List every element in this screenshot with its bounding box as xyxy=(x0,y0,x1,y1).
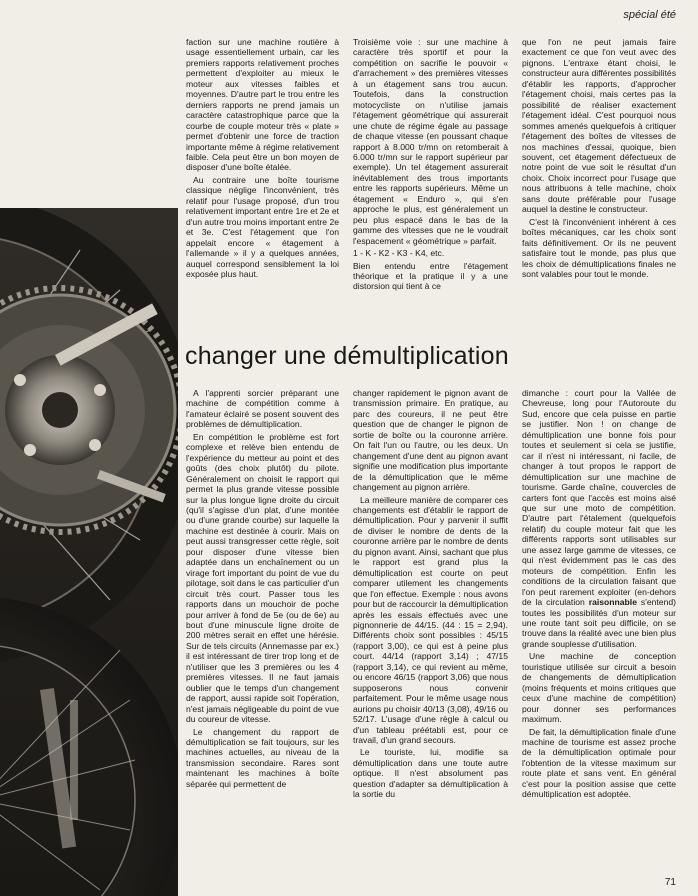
paragraph xyxy=(522,388,676,649)
page-number: 71 xyxy=(664,877,676,888)
lower-column-3 xyxy=(522,388,676,883)
lower-column-2 xyxy=(353,388,508,883)
paragraph: La meilleure manière de comparer ces changements est d'établir le rapport de démultiplication. Pour y parvenir il suffit de diviser le nombre de dents de la couronne arrière par le nombre de dents du pignon avant. Ainsi, sachant que plus le rapport est grand plus la démultiplication est courte on peut comparer utilement les changements que l'on effectue. Exemple : nous avons pour but de raccourcir la démultiplication après les essais effectués avec une pignonnerie de 44/15. (44 : 15 = 2,94). Différents choix sont possibles : 45/15 (rapport 3,00), ce qui est à peine plus court. 44/14 (rapport 3,14) ; 47/15 (rapport 3,14), ce qui revient au même, ou encore 46/15 (rapport 3,06) que nous supposerons nous convenir parfaitement. Pour le même usage nous aurions pu choisir 40/13 (3,08), 49/16 ou 52/17. L'usage d'une règle à calcul ou d'un tableau préétabli est, pour ce travail, d'un grand secours. xyxy=(353,494,508,745)
paragraph: Au contraire une boîte tourisme classique néglige l'inconvénient, très relatif pour l'usage proposé, d'un trou relativement important entre 1re et 2e et d'un autre trou moins important entre 2e et 3e. C'est l'étagement que l'on appelait encore « étagement à l'allemande » il y a quelques années, auquel correspond sensiblement la loi exposée plus haut. xyxy=(186,174,339,279)
paragraph-text: dimanche : court pour la Vallée de Chevreuse, long pour l'Autoroute du Sud, encore que cela puisse en partie se justifier. Non ! on change de démultiplication une bonne fois pour toutes et seulement si cela se justifie, car il n'est ni intéressant, ni facile, de changer à tout propos le rapport de démultiplication sur une machine de tourisme. Garde chaîne, couvercles de carters font que l'accès est moins aisé que sur une moto de compétition. D'autre part l'étalement (quelquefois relatif) du couple moteur fait que les différents rapports sont utilisables sur une assez large gamme de vitesses, ce qui n'est évidemment pas le cas des moteurs de compétition. Enfin les conditions de la circulation faisant que l'on peut rarement exploiter (en-dehors de la circulation xyxy=(522,388,676,608)
section-header: spécial été xyxy=(623,9,676,21)
upper-column-1 xyxy=(186,37,339,337)
paragraph: En compétition le problème est fort complexe et relève bien entendu de l'expérience du metteur au point et des goûts (des choix plutôt) du pilote. Généralement on choisit le rapport qui permet la plus grande vitesse possible sur la plus longue ligne droite du circuit (qu'il s'agisse d'un plat, d'une montée ou d'une grande courbe) sur laquelle la machine est destinée à courir. Mais on peut aussi transgresser cette règle, soit pour disposer d'une vitesse bien adaptée dans un enchaînement ou un virage fort important du point de vue du pilotage, soit dans le cas particulier d'un circuit très court. Passer tous les rapports dans un mouchoir de poche pour arriver à fond de 5e (ou de 6e) au bout d'une minuscule ligne droite de 200 mètres serait en effet une hérésie. Sur de tels circuits (Annemasse par ex.) il est intéressant de tirer trop long et de n'utiliser que les 3 premières ou les 4 premières vitesses. Il ne faut jamais oublier que le temps d'un changement de rapport, aussi rapide soit l'opération, n'est jamais négligeable du point de vue du coureur de vitesse. xyxy=(186,431,339,725)
paragraph: Troisième voie : sur une machine à caractère très sportif et pour la compétition on sacrifie le pouvoir « d'arrachement » des premières vitesses à un étagement sans trou aucun. Toutefois, dans la construction motocycliste on n'utilise jamais l'étagement géométrique qui assurerait une chute de régime égale au passage de chaque vitesse (en poussant chaque rapport à 8.000 tr/mn on retomberait à 6.000 tr/mn sur le rapport supérieur par exemple). Un tel étagement assurerait inévitablement des trous importants entre les rapports supérieurs. Même un étagement « Enduro », qui s'en approche le plus, est généralement un peu plus espacé dans le bas de la gamme des vitesses que ne le voudrait l'espacement « géométrique » parfait. xyxy=(353,37,508,246)
upper-column-2 xyxy=(353,37,508,337)
article-headline: changer une démultiplication xyxy=(185,342,509,370)
paragraph: Le changement du rapport de démultiplication se fait toujours, sur les machines actuelles, au niveau de la transmission secondaire. Rares sont maintenant les machines à boîte séparée qui permettent de xyxy=(186,726,339,789)
upper-column-3 xyxy=(522,37,676,337)
paragraph: Le touriste, lui, modifie sa démultiplication dans une toute autre optique. Il n'est absolument pas question d'adapter sa démultiplication à la sortie du xyxy=(353,747,508,800)
paragraph: Une machine de conception touristique utilisée sur circuit a besoin de changements de démultiplication (moins fréquents et moins critiques que ceux d'une machine de compétition) pour donner ses performances maximum. xyxy=(522,651,676,725)
paragraph: Bien entendu entre l'étagement théorique et la pratique il y a une distorsion qui tient à ce xyxy=(353,260,508,292)
paragraph: De fait, la démultiplication finale d'une machine de tourisme est assez proche de la démultiplication optimale pour l'obtention de la vitesse maximum sur route plate et sans vent. En général c'est pour la position assise que cette démultiplication est adoptée. xyxy=(522,726,676,800)
formula-line: 1 - K - K2 - K3 - K4, etc. xyxy=(353,248,445,259)
lower-column-1 xyxy=(186,388,339,883)
paragraph: A l'apprenti sorcier préparant une machine de compétition comme à l'amateur éclairé se posent souvent des problèmes de démultiplication. xyxy=(186,388,339,430)
emphasis-word: raisonnable xyxy=(588,597,637,608)
paragraph-text: s'entend) toutes les possibilités d'un moteur sur une route tant soit peu difficile, on se trouve dans la réalité avec une bien plus grande souplesse d'utilisation. xyxy=(522,597,676,649)
paragraph: que l'on ne peut jamais faire exactement ce que l'on veut avec des pignons. L'entraxe étant choisi, le constructeur aura différentes possibilités d'établir les rapports, d'approcher l'étagement choisi, mais certes pas la possibilité de réaliser exactement l'étagement idéal. C'est pourquoi nous sommes amenés quelquefois à critiquer l'étagement des boîtes de vitesses de nos machines d'essai, quoique, bien souvent, cet étagement défectueux de notre point de vue soit le résultat d'un choix. Choix incorrect pour l'usage que nous attribuons à telle machine, choix sans doute préférable pour l'usage auquel la destine le constructeur. xyxy=(522,37,676,215)
motorcycle-wheel-photo xyxy=(0,0,178,896)
paragraph: faction sur une machine routière à usage essentiellement urbain, car les premiers rapports relativement proches permettent d'exploiter au mieux le moteur aux vitesses faibles et moyennes. D'autre part le trou entre les derniers rapports ne prend jamais un caractère catastrophique parce que la courbe de couple moteur très « plate » permet d'obtenir une force de traction importante même à régime relativement faible. Cela peut être un bon moyen de disposer d'une boîte étalée. xyxy=(186,37,339,173)
paragraph: C'est là l'inconvénient inhérent à ces boîtes mécaniques, car les choix sont faits définitivement. Or ils ne peuvent satisfaire tout le monde, pas plus que les choix de démultiplications finales ne sont valables pour tout le monde. xyxy=(522,216,676,279)
paragraph: changer rapidement le pignon avant de transmission primaire. En pratique, au parc des coureurs, il ne peut être question que de changer le pignon de sortie de boîte ou la couronne arrière. On fait l'un ou l'autre, ou les deux. Un changement d'une dent au pignon avant signifie une modification plus importante de la démultiplication que le même changement au pignon arrière. xyxy=(353,388,508,493)
